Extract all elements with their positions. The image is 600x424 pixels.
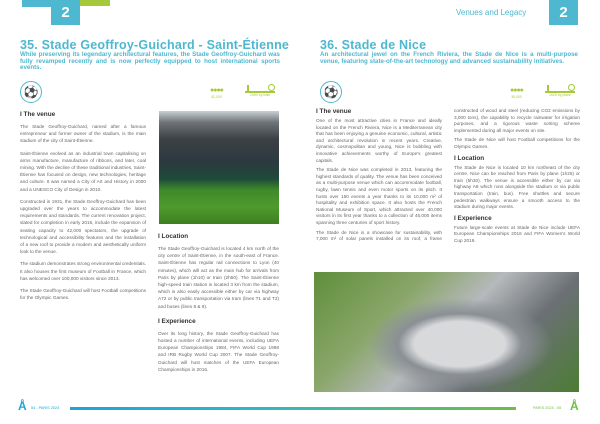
transport-stat: 2h50 by train [245, 86, 275, 97]
paragraph: The Stade Geoffroy-Guichard will host Football competitions for the Olympic Games. [20, 288, 146, 301]
section-title: Venues and Legacy [456, 8, 527, 17]
venue-title: 36. Stade de Nice [320, 38, 427, 52]
seats-icon: ●●●● [510, 87, 523, 94]
route-icon [545, 86, 575, 93]
paragraph: The Stade de Nice will host Football competitions for the Olympic Games. [454, 137, 580, 149]
section-heading: I The venue [316, 108, 352, 115]
paragraph: The stadium demonstrates strong environmental credentials. It also houses the first museum of Football in France, which has welcomed over 100,000 visitors since 2013. [20, 261, 146, 281]
football-icon: ⚽ [320, 81, 342, 103]
capacity-stat: ●●●● 42,000 [210, 87, 223, 99]
route-icon [245, 86, 275, 93]
header-tab-decor [80, 0, 110, 6]
paragraph: Saint-Étienne evolved as an industrial town capitalising on arms manufacture, manufacture of ribbons, and later, coal mining. With the decline of these traditional industries, Saint-Étienne has focused on design, new technologies, heritage and culture. It was named a City of Art and History in 2000 and a UNESCO City of Design in 2010. [20, 150, 146, 192]
eiffel-tower-icon: Å [18, 399, 27, 413]
section-heading: I Experience [158, 317, 196, 325]
chapter-number: 2 [51, 0, 80, 25]
location-section [158, 233, 279, 378]
paragraph: The Stade Geoffroy-Guichard, named after a famous entrepreneur and former owner of the stadium, is the main stadium of the city of Saint-Étienne. [20, 124, 146, 144]
header-tab-decor [22, 0, 52, 7]
paragraph: The Stade de Nice is located 10 km northeast of the city centre. Nice can be reached from Paris by plane (1h25) or train (5h30). The venue is accessible either by car via highway A8 which runs alongside the stadium or via public transportation (train, bus). Free shuttles and secure pedestrian walkways ensure a smooth access to the stadium during major events. [454, 164, 580, 210]
paragraph: The Stade de Nice is a showcase for sustainability, with 7,000 m² of solar panels installed on its roof, a frame constructed of wood and steel (reducing CO2 emissions by 3,000 tons), the capability to recycle rainwater for irrigation purposes, and a rigorous waste sorting scheme implemented during all major events on site. [316, 108, 580, 242]
paragraph: Constructed in 1931, the Stade Geoffroy-Guichard has been upgraded over the years to accommodate the latest requirements and standards. The current renovation project, slated for completion in early 2016, include the expansion of seating capacity to 42,000 spectators, the upgrade of technological and accessibility features and the installation of a new roof to provide a modern and aesthetically uniform look to the venue. [20, 198, 146, 255]
section-heading: I Location [454, 154, 485, 162]
paragraph: The Stade Geoffroy-Guichard is located 4 km north of the city centre of Saint-Étienne, in the south-east of France. Saint-Étienne has regular rail connections to Lyon (40 minutes), which will act as the main hub for arrivals from Paris by plane (1h10) or train (2h50). The Saint-Étienne high-speed train station is located 3 km from the stadium, which is also easily accessible either by car via highway A72 or by public transportation via tram (lines T1 and T2) and buses (lines 8 & 9). [158, 246, 279, 309]
footer-divider [70, 407, 516, 410]
seats-icon: ●●●● [210, 87, 223, 94]
transport-stat: 1h25 by plane [545, 86, 575, 97]
venue-title: 35. Stade Geoffroy-Guichard - Saint-Étienne [20, 38, 290, 52]
section-heading: I The venue [20, 111, 56, 118]
section-heading: I Location [158, 233, 189, 240]
football-icon: ⚽ [20, 81, 42, 103]
venue-subtitle: An architectural jewel on the French Riviera, the Stade de Nice is a multi-purpose venue, featuring state-of-the-art technology and advanced sustainability initiatives. [320, 51, 578, 65]
right-page-text [316, 108, 580, 245]
page-footer: PARIS 2024 - 55 [533, 406, 562, 410]
paragraph: The Stade de Nice was completed in 2013, featuring the highest standards of quality. The venue has been conceived as a multi-purpose venue which can accommodate football, rugby, lawn tennis and even motor sports on its pitch. It hosts over 150 events a year thanks to its 10,000 m² of hospitality and exhibition space. It also hosts the French National Museum of Sport, which attracted over 40,000 visitors in its first year thanks to a collection of 45,000 items spanning three centuries of sport history. [316, 167, 442, 225]
chapter-number: 2 [549, 0, 578, 25]
page-footer: 54 - PARIS 2024 [31, 406, 60, 410]
paragraph: Future large-scale events at Stade de Nice include UEFA European Championships 2016 and FIFA Women's World Cup 2019. [454, 224, 580, 243]
stadium-photo [159, 111, 279, 224]
paragraph: Over its long history, the Stade Geoffroy-Guichard has hosted a number of international events, including UEFA European Championships 1984, FIFA World Cup 1998 and IRB Rugby World Cup 2007. The Stade Geoffroy-Guichard will host matches of the UEFA European Championships in 2016. [158, 330, 279, 372]
paragraph: One of the most attractive cities in France and ideally located on the French Riviera, Nice is a Mediterranean city that has been enjoying a genuine economic, cultural, artistic and architectural revolution in recent years. Creative, dynamic, cosmopolitan and young, Nice is bubbling with innovative achievements worthy of Europe's greatest capitals. [316, 118, 442, 163]
venue-section [20, 111, 146, 306]
eiffel-tower-icon: Å [570, 399, 579, 413]
stadium-aerial-photo [314, 272, 579, 392]
section-heading: I Experience [454, 214, 492, 222]
capacity-stat: ●●●● 35,000 [510, 87, 523, 99]
venue-subtitle: While preserving its legendary architectural features, the Stade Geoffroy-Guichard was fully revamped recently and is now perfectly equipped to host international sports events. [20, 51, 280, 72]
